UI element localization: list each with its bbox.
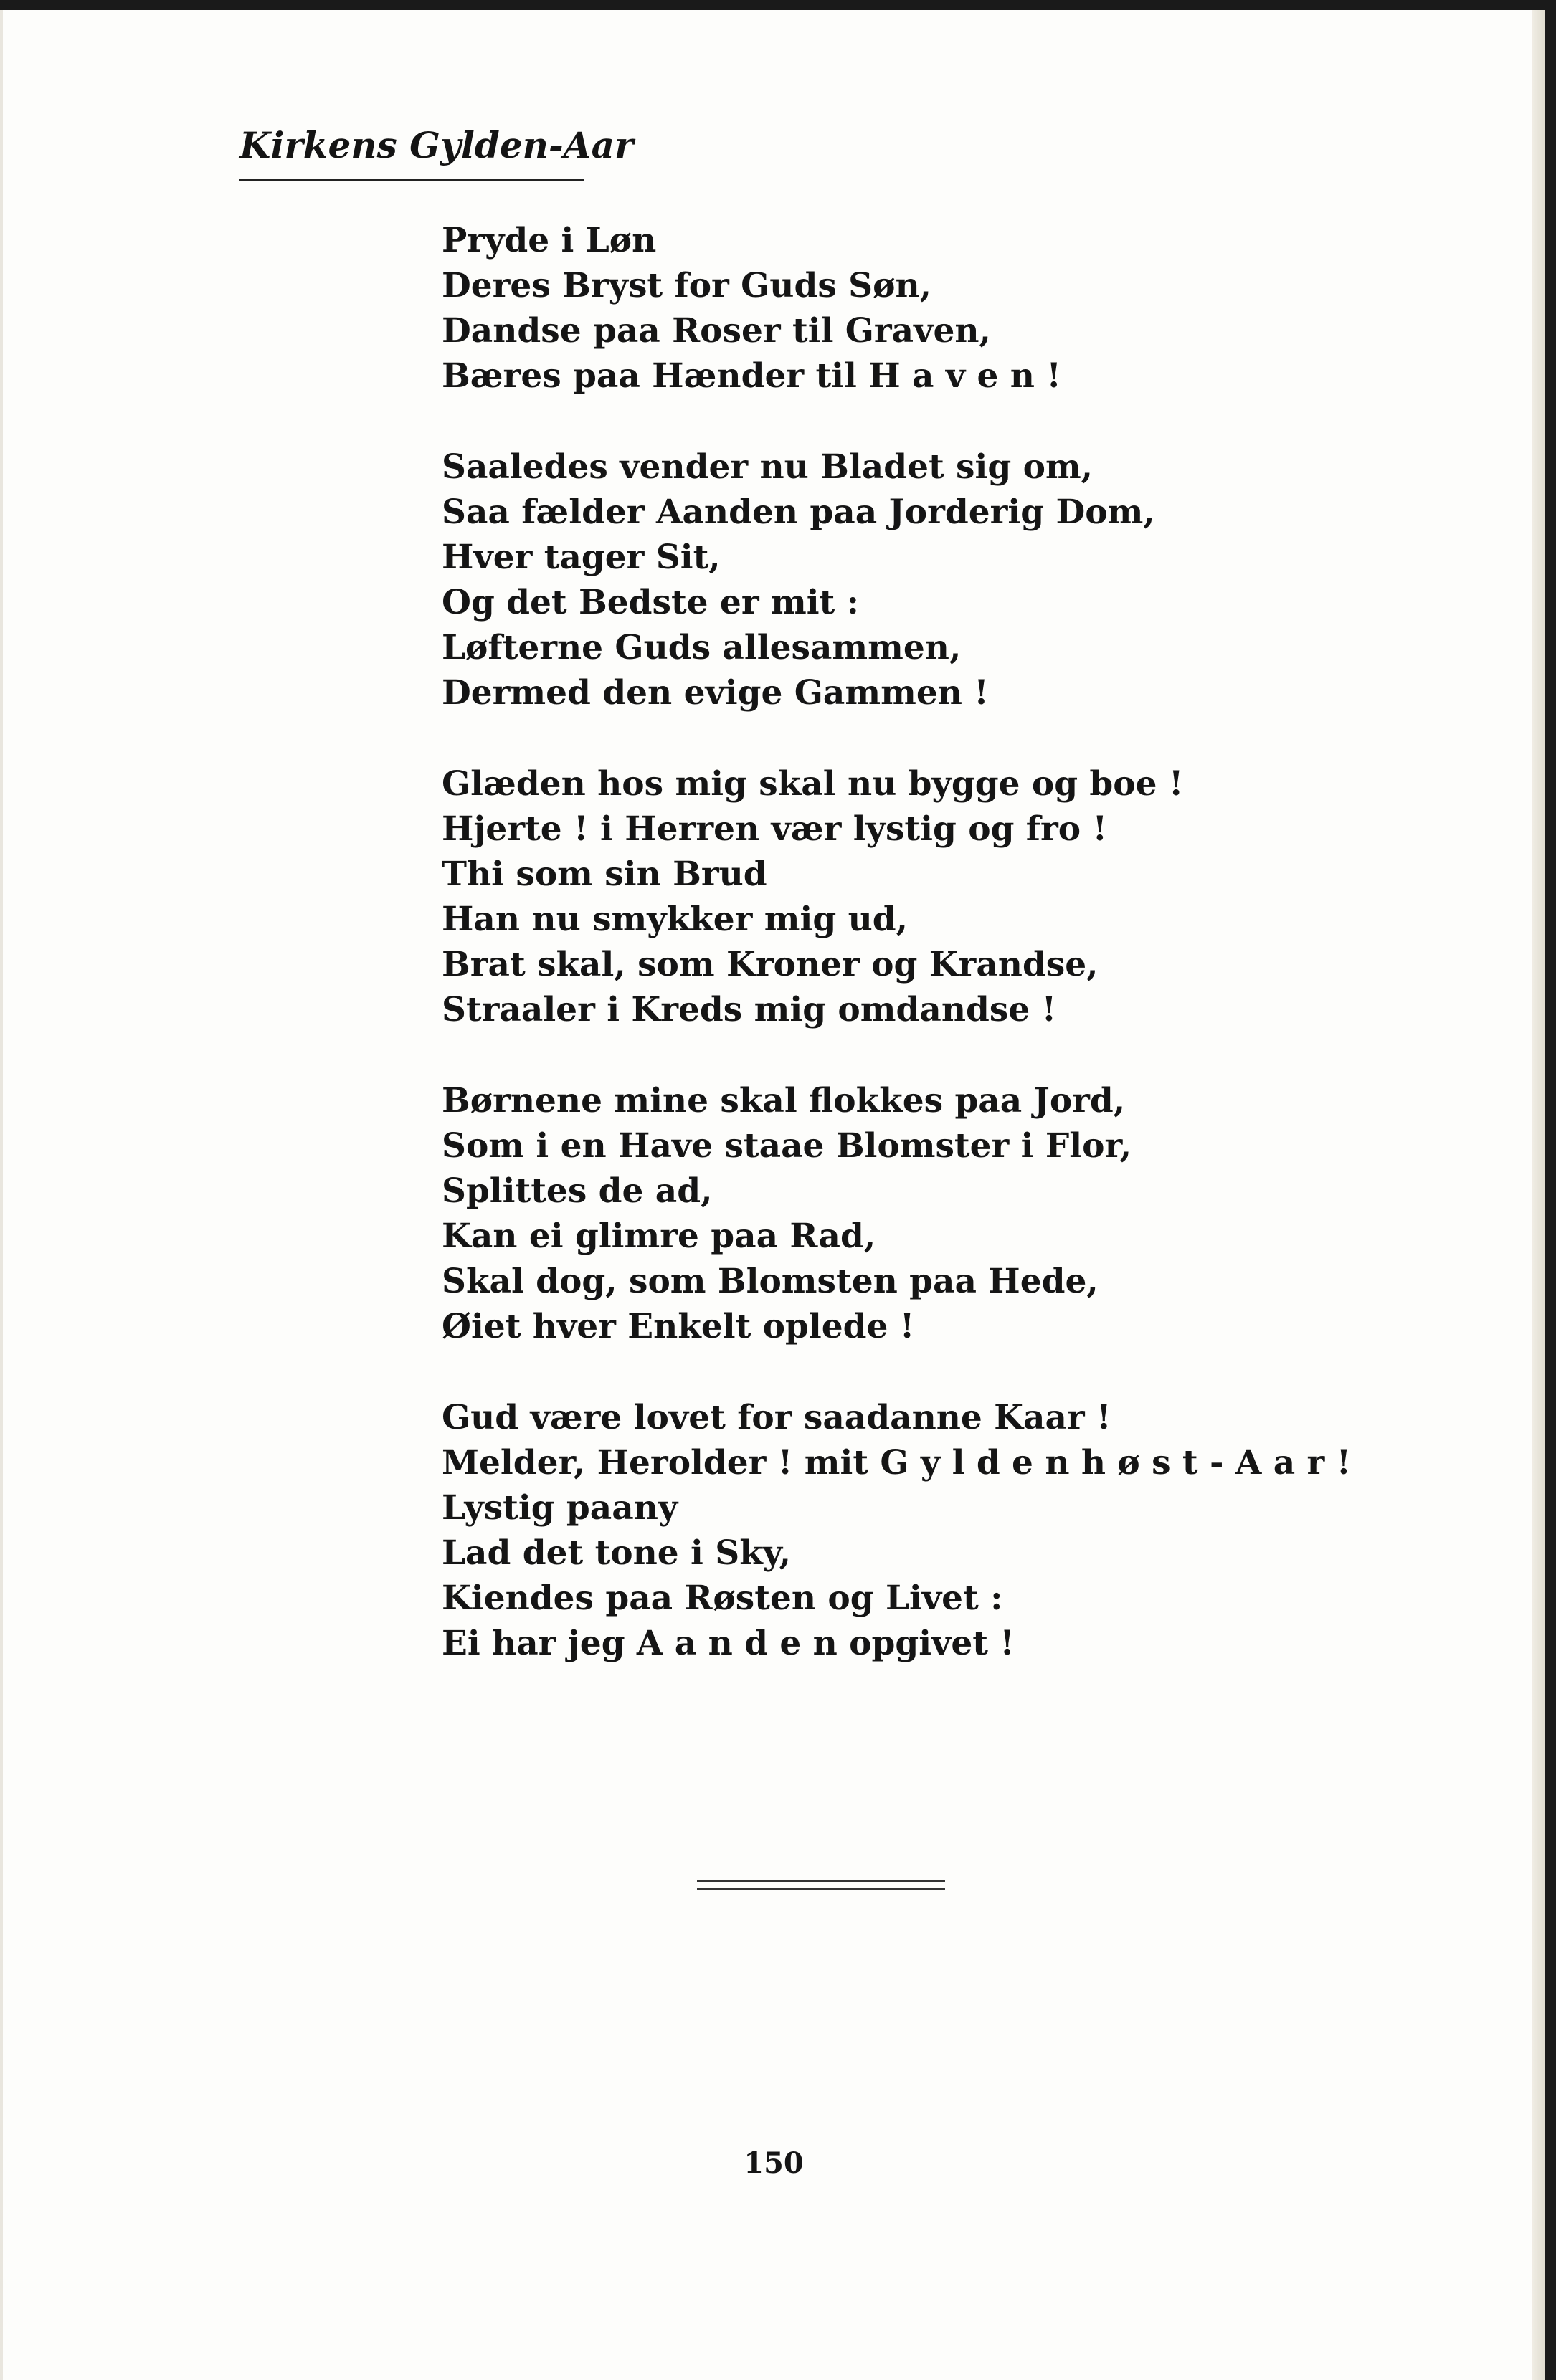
stanza-5 — [442, 1395, 1503, 1666]
end-ornament-rule — [697, 1888, 945, 1890]
poem-line: Og det Bedste er mit : — [442, 583, 859, 622]
poem-line: Lystig paany — [442, 1488, 678, 1528]
poem-line: Pryde i Løn — [442, 221, 657, 260]
running-head: Kirkens Gylden-Aar — [239, 124, 634, 166]
poem-line: Hjerte ! i Herren vær lystig og fro ! — [442, 809, 1108, 849]
poem-line: Kiendes paa Røsten og Livet : — [442, 1579, 1003, 1618]
poem-line: Bæres paa Hænder til H a v e n ! — [442, 356, 1061, 396]
poem-line: Han nu smykker mig ud, — [442, 900, 908, 939]
poem-line: Ei har jeg A a n d e n opgivet ! — [442, 1624, 1015, 1663]
poem-line: Som i en Have staae Blomster i Flor, — [442, 1126, 1132, 1166]
poem-line: Dandse paa Roser til Graven, — [442, 311, 991, 351]
poem-line: Løfterne Guds allesammen, — [442, 628, 962, 667]
poem-line: Splittes de ad, — [442, 1171, 713, 1211]
poem-line: Brat skal, som Kroner og Krandse, — [442, 945, 1099, 984]
page-edge-shadow — [1532, 10, 1545, 2380]
poem-line: Thi som sin Brud — [442, 855, 767, 894]
stanza-4 — [442, 1078, 1503, 1349]
poem — [442, 218, 1503, 1712]
poem-line: Deres Bryst for Guds Søn, — [442, 266, 931, 305]
poem-line: Melder, Herolder ! mit G y l d e n h ø s t - A a r ! — [442, 1443, 1352, 1482]
running-head-underline — [239, 179, 584, 181]
poem-line: Børnene mine skal flokkes paa Jord, — [442, 1081, 1126, 1120]
poem-line: Skal dog, som Blomsten paa Hede, — [442, 1262, 1099, 1301]
poem-line: Saa fælder Aanden paa Jorderig Dom, — [442, 492, 1155, 532]
book-page — [0, 10, 1545, 2380]
poem-line: Dermed den evige Gammen ! — [442, 673, 989, 713]
poem-line: Gud være lovet for saadanne Kaar ! — [442, 1398, 1111, 1437]
poem-line: Øiet hver Enkelt oplede ! — [442, 1307, 915, 1346]
page-number: 150 — [744, 2146, 804, 2180]
stanza-3 — [442, 761, 1503, 1032]
poem-line: Straaler i Kreds mig omdandse ! — [442, 990, 1057, 1029]
poem-line: Saaledes vender nu Bladet sig om, — [442, 447, 1094, 487]
stanza-2 — [442, 444, 1503, 715]
poem-line: Hver tager Sit, — [442, 538, 721, 577]
stanza-1 — [442, 218, 1503, 399]
end-ornament-rule — [697, 1880, 945, 1882]
poem-line: Lad det tone i Sky, — [442, 1533, 791, 1573]
poem-line: Kan ei glimre paa Rad, — [442, 1217, 876, 1256]
poem-line: Glæden hos mig skal nu bygge og boe ! — [442, 764, 1184, 804]
